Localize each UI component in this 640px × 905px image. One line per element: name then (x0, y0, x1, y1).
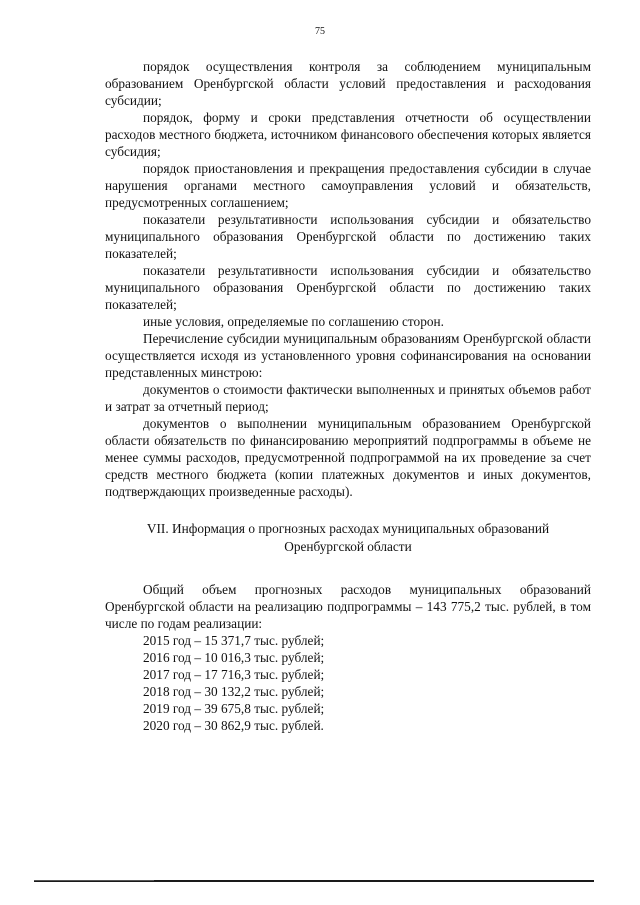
paragraph: порядок, форму и сроки представления отчетности об осуществлении расходов местного бюджета, источником финансового обеспечения которых является субсидия; (105, 110, 591, 159)
list-item: 2020 год – 30 862,9 тыс. рублей. (143, 718, 324, 733)
paragraph: показатели результативности использования субсидии и обязательство муниципального образования Оренбургской области по достижению таких показателей; (105, 263, 591, 312)
paragraph: документов о стоимости фактически выполненных и принятых объемов работ и затрат за отчетный период; (105, 382, 591, 414)
list-item: 2016 год – 10 016,3 тыс. рублей; (143, 650, 325, 665)
paragraph: порядок приостановления и прекращения предоставления субсидии в случае нарушения органами местного самоуправления условий и обязательств, предусмотренных соглашением; (105, 161, 591, 210)
section-heading-line: Оренбургской области (284, 539, 412, 554)
paragraph: документов о выполнении муниципальным образованием Оренбургской области обязательств по финансированию мероприятий подпрограммы в объеме не менее суммы расходов, предусмотренной подпрограммой на их проведение за счет средств местного бюджета (копии платежных документов и иных документов, подтверждающих произведенные расходы). (105, 416, 591, 499)
list-item: 2019 год – 39 675,8 тыс. рублей; (143, 701, 325, 716)
paragraph: Перечисление субсидии муниципальным образованиям Оренбургской области осуществляется исходя из установленного уровня софинансирования на основании представленных минстрою: (105, 331, 591, 380)
paragraph: порядок осуществления контроля за соблюдением муниципальным образованием Оренбургской области условий предоставления и расходования субсидии; (105, 59, 591, 108)
paragraph: показатели результативности использования субсидии и обязательство муниципального образования Оренбургской области по достижению таких показателей; (105, 212, 591, 261)
list-item: 2017 год – 17 716,3 тыс. рублей; (143, 667, 325, 682)
bottom-scan-rule-faint (34, 880, 154, 881)
list-item: 2015 год – 15 371,7 тыс. рублей; (143, 633, 325, 648)
page-number: 75 (315, 26, 325, 37)
section-intro-paragraph: Общий объем прогнозных расходов муниципальных образований Оренбургской области на реализацию подпрограммы – 143 775,2 тыс. рублей, в том числе по годам реализации: (105, 582, 591, 631)
section-heading (105, 520, 591, 556)
section-heading-line: VII. Информация о прогнозных расходах муниципальных образований (146, 521, 550, 536)
list-item: 2018 год – 30 132,2 тыс. рублей; (143, 684, 325, 699)
paragraph: иные условия, определяемые по соглашению сторон. (143, 314, 444, 329)
yearly-expenses-list (105, 632, 591, 734)
document-body (105, 58, 591, 734)
